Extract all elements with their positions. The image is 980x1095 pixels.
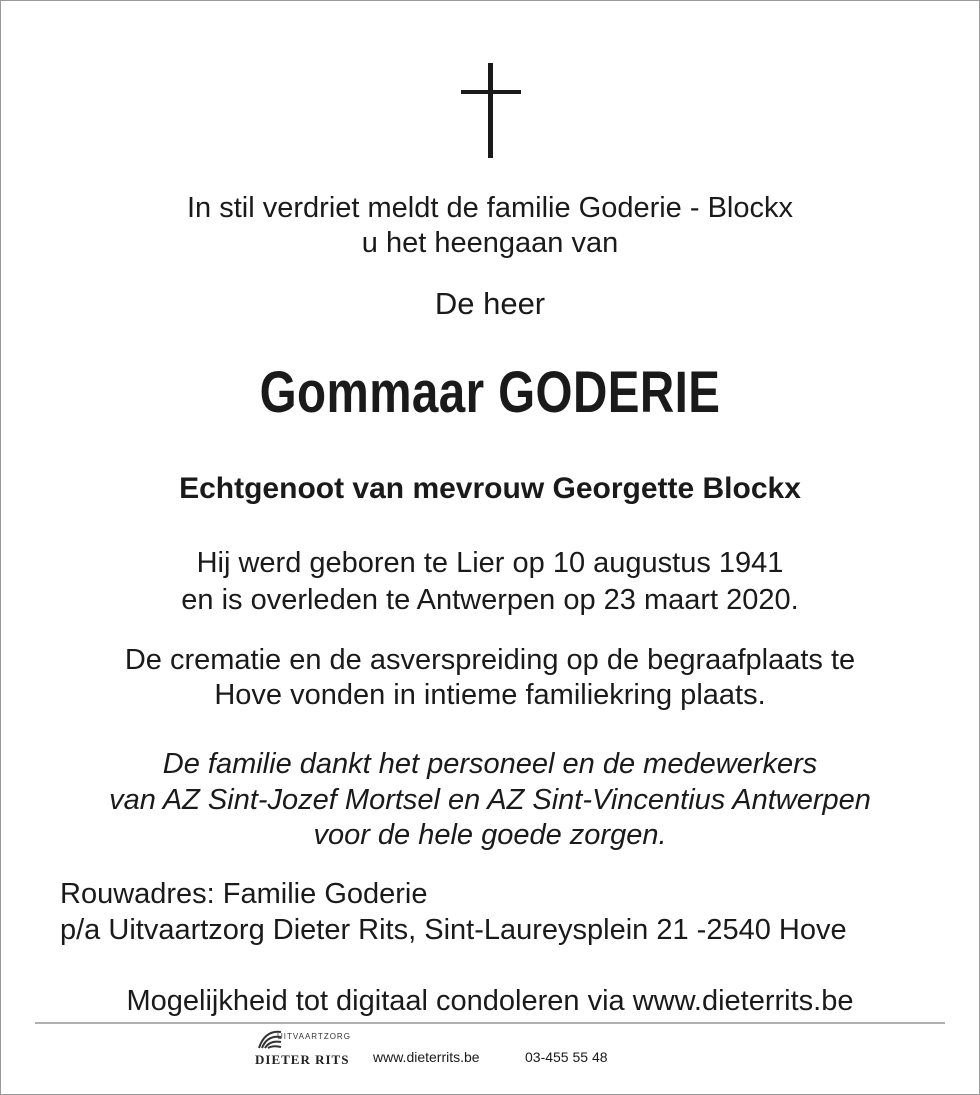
- intro-line-2: u het heengaan van: [361, 227, 619, 259]
- ceremony-line-1: De crematie en de asverspreiding op de begraafplaats te: [124, 644, 856, 676]
- logo-name: DIETER RITS: [255, 1052, 350, 1067]
- footer-phone: 03-455 55 48: [525, 1049, 608, 1065]
- funeral-home-logo: [245, 1028, 360, 1070]
- footer-website[interactable]: www.dieterrits.be: [373, 1049, 480, 1065]
- condolence-line: Mogelijkheid tot digitaal condoleren via www.dieterrits.be: [126, 985, 854, 1017]
- salutation: De heer: [434, 286, 546, 321]
- address-line-1: Rouwadres: Familie Goderie: [60, 878, 428, 910]
- cross-icon: [461, 63, 521, 158]
- logo-tagline: UITVAARTZORG: [277, 1032, 351, 1041]
- footer-divider: [35, 1022, 945, 1024]
- thanks-line-2: van AZ Sint-Jozef Mortsel en AZ Sint-Vincentius Antwerpen: [109, 784, 871, 816]
- death-line: en is overleden te Antwerpen op 23 maart 2020.: [181, 584, 799, 616]
- spouse-line: Echtgenoot van mevrouw Georgette Blockx: [179, 472, 801, 505]
- thanks-line-3: voor de hele goede zorgen.: [313, 819, 667, 851]
- intro-line-1: In stil verdriet meldt de familie Goderie - Blockx: [187, 192, 793, 224]
- ceremony-line-2: Hove vonden in intieme familiekring plaats.: [214, 679, 766, 711]
- deceased-name: Gommaar GODERIE: [259, 360, 721, 425]
- thanks-line-1: De familie dankt het personeel en de medewerkers: [162, 748, 818, 780]
- birth-line: Hij werd geboren te Lier op 10 augustus 1941: [196, 547, 784, 579]
- address-line-2: p/a Uitvaartzorg Dieter Rits, Sint-Laureysplein 21 -2540 Hove: [60, 914, 847, 946]
